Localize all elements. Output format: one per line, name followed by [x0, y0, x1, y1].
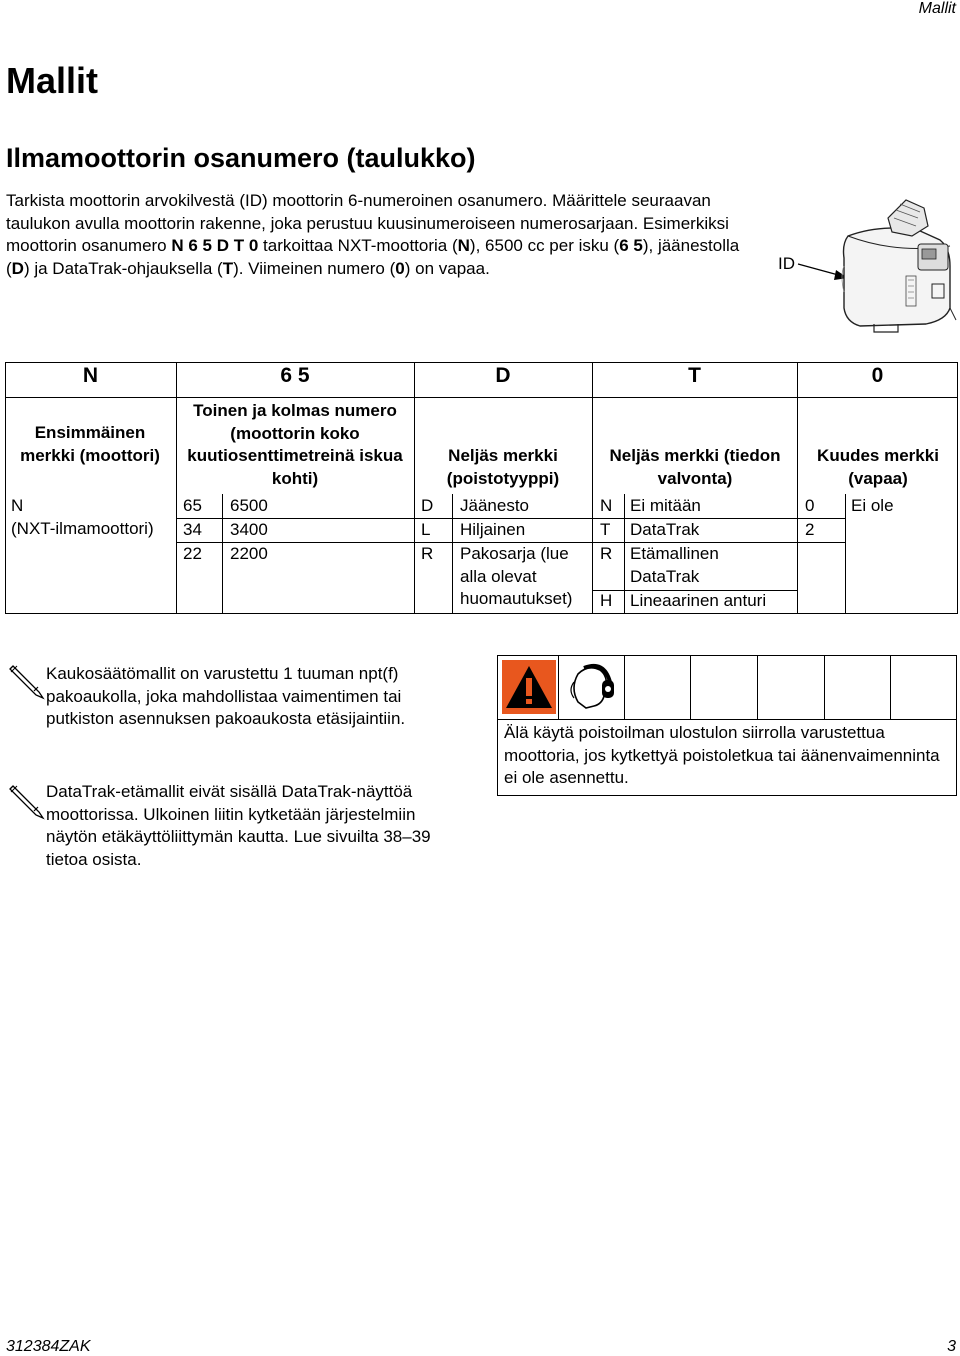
- subheader-monitor: Neljäs merkki (tiedon valvonta): [609, 446, 781, 488]
- intro-paragraph: Tarkista moottorin arvokilvestä (ID) moottorin 6-numeroinen osanumero. Määrittele seuraavan taulukon avulla moottorin rakenne, joka perustuu kuusinumeroiseen numerosarjaan. Esimerkiksi moottorin osanumero N 6 5 D T 0 tarkoittaa NXT-moottoria (N), 6500 cc per isku (6 5), jäänestolla (D) ja DataTrak-ohjauksella (T). Viimeinen numero (0) on vapaa.: [6, 191, 740, 279]
- motor-code: N: [11, 496, 24, 515]
- note-remote-exhaust: Kaukosäätömallit on varustettu 1 tuuman npt(f) pakoaukolla, joka mahdollistaa vaimentimen tai putkiston asennuksen pakoaukosta etäsijaintiin.: [46, 664, 406, 728]
- size-value: 2200: [230, 544, 268, 563]
- size-value: 3400: [230, 520, 268, 539]
- spare-code: 2: [805, 520, 815, 539]
- spare-code: 0: [805, 496, 815, 515]
- size-code: 34: [183, 520, 202, 539]
- monitor-value: Lineaarinen anturi: [630, 591, 767, 610]
- hearing-protection-icon: [564, 662, 618, 714]
- warning-box: [497, 655, 957, 796]
- running-header: Mallit: [918, 0, 956, 17]
- monitor-code: N: [600, 496, 613, 515]
- pencil-note-icon: [7, 662, 45, 700]
- motor-name: (NXT-ilmamoottori): [11, 519, 154, 538]
- monitor-code: T: [600, 520, 611, 539]
- document-id: 312384ZAK: [6, 1338, 91, 1355]
- exhaust-code: D: [421, 496, 434, 515]
- exhaust-value: Jäänesto: [460, 496, 529, 515]
- subheader-size: Toinen ja kolmas numero (moottorin koko kuutiosenttimetreinä iskua kohti): [187, 401, 403, 488]
- air-motor-illustration: [800, 196, 958, 336]
- subheader-spare: Kuudes merkki (vapaa): [817, 446, 939, 488]
- note-remote-datatrak: DataTrak-etämallit eivät sisällä DataTrak-näyttöä moottorissa. Ulkoinen liitin kytketään järjestelmiin näytön etäkäyttöliittymän kautta. Lue sivuilta 38–39 tietoa osista.: [46, 782, 431, 869]
- header-char-1: N: [82, 364, 99, 387]
- subheader-motor: Ensimmäinen merkki (moottori): [20, 423, 160, 465]
- monitor-value: Ei mitään: [630, 496, 701, 515]
- monitor-code: R: [600, 544, 613, 563]
- subheader-exhaust: Neljäs merkki (poistotyyppi): [446, 446, 560, 488]
- exhaust-value: Pakosarja (lue alla olevat huomautukset): [460, 544, 573, 608]
- monitor-value: Etämallinen DataTrak: [630, 544, 719, 586]
- size-code: 22: [183, 544, 202, 563]
- exhaust-code: L: [421, 520, 431, 539]
- size-code: 65: [183, 496, 202, 515]
- header-char-5: T: [688, 364, 701, 387]
- warning-triangle-icon: [502, 660, 556, 714]
- header-char-6: 0: [871, 364, 884, 387]
- section-title: Ilmamoottorin osanumero (taulukko): [6, 143, 476, 173]
- exhaust-code: R: [421, 544, 434, 563]
- id-label: ID: [778, 254, 795, 273]
- warning-text: Älä käytä poistoilman ulostulon siirrolla varustettua moottoria, jos kytkettyä poistoletkua tai äänenvaimenninta ei ole asennettu.: [504, 723, 940, 787]
- spare-value: Ei ole: [851, 496, 894, 515]
- pencil-note-icon: [7, 782, 45, 820]
- monitor-code: H: [600, 591, 613, 610]
- monitor-value: DataTrak: [630, 520, 700, 539]
- size-value: 6500: [230, 496, 268, 515]
- page-title: Mallit: [6, 60, 99, 101]
- header-char-4: D: [495, 364, 511, 387]
- header-char-2-3: 6 5: [280, 364, 310, 387]
- exhaust-value: Hiljainen: [460, 520, 526, 539]
- page-number: 3: [947, 1338, 956, 1355]
- part-number-table: [5, 362, 958, 614]
